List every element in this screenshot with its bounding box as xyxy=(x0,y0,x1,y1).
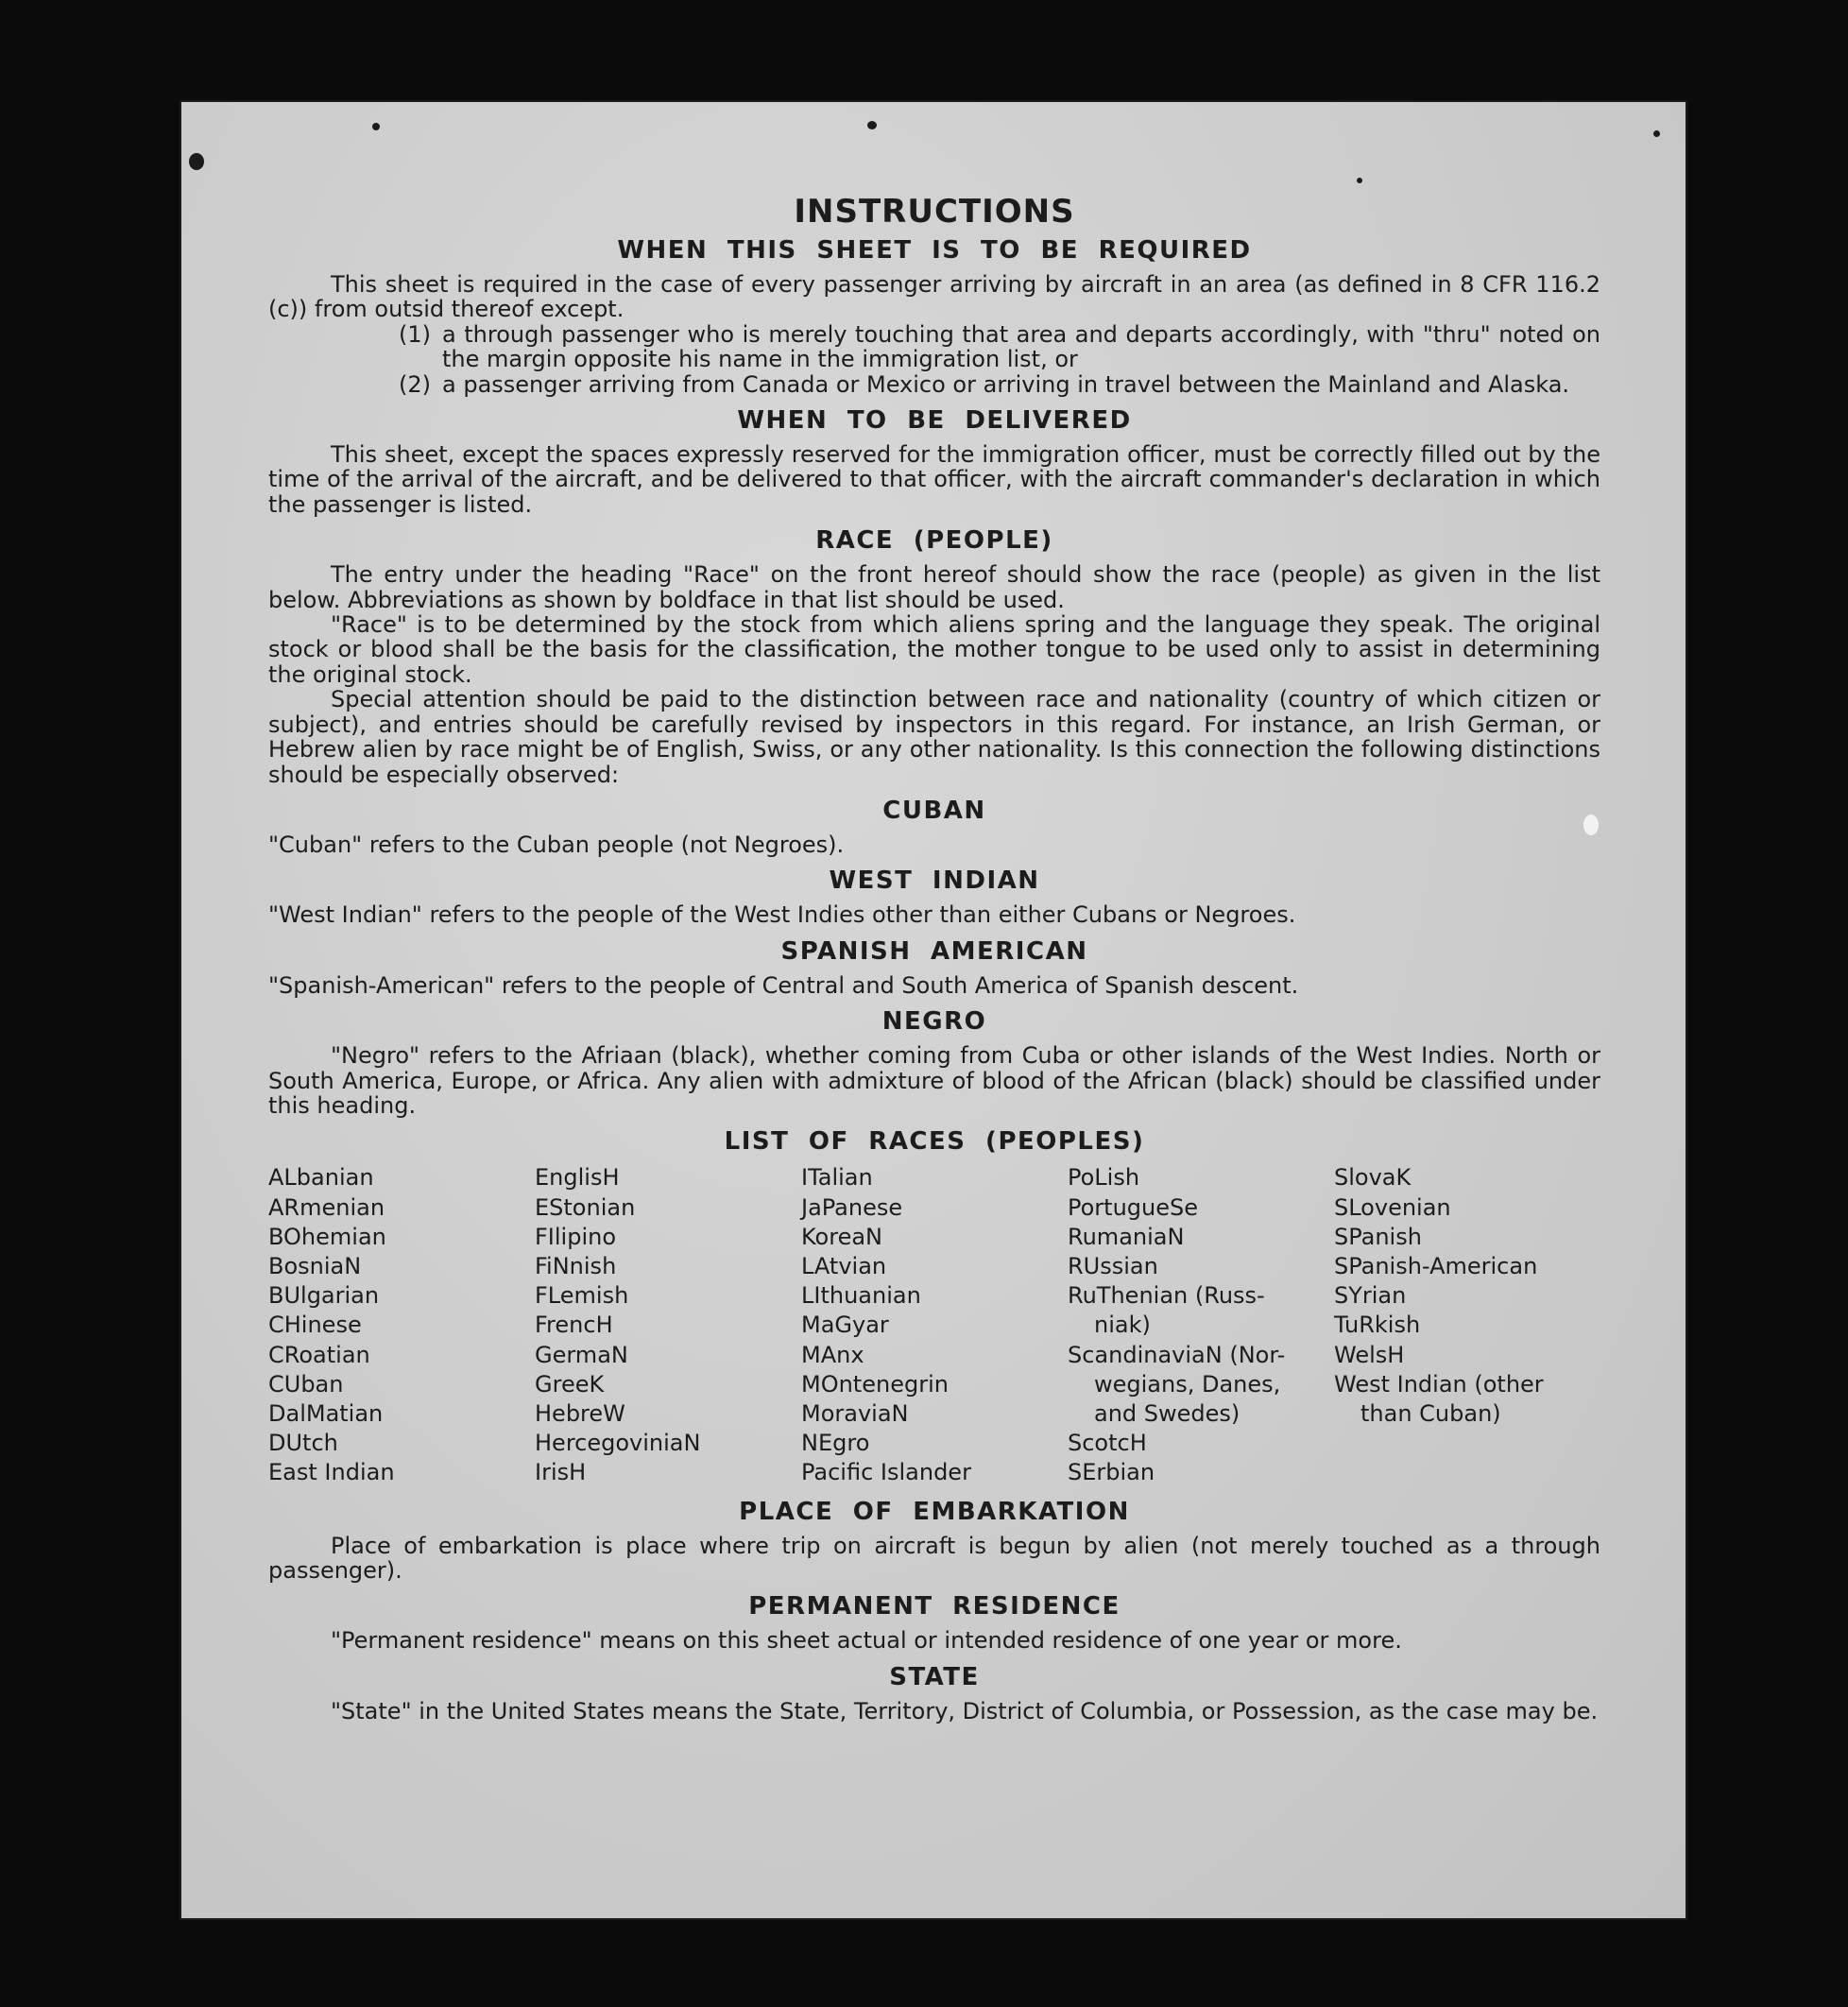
race-entry: PoLish xyxy=(1068,1164,1140,1192)
heading-spanish-american: SPANISH AMERICAN xyxy=(780,936,1088,966)
race-entry: EnglisH xyxy=(535,1164,620,1192)
ink-speck xyxy=(1357,178,1362,183)
race-entry: MoraviaN xyxy=(801,1399,909,1427)
race-entry: CHinese xyxy=(268,1312,362,1339)
negro-text: "Negro" refers to the Afriaan (black), whether coming from Cuba or other islands of the West Indies. North or South America, Europe, or Africa. Any alien with admixture of blood of the African (black) should be classified under this heading. xyxy=(268,1042,1600,1119)
race-entry: WelsH xyxy=(1334,1341,1405,1368)
race-entry: NEgro xyxy=(801,1430,870,1457)
exception-item-1 xyxy=(268,322,1600,372)
heading-when-required: WHEN THIS SHEET IS TO BE REQUIRED xyxy=(617,236,1252,265)
exception-item-2 xyxy=(268,372,1600,397)
race-entry: LAtvian xyxy=(801,1252,887,1279)
race-entry: EStonian xyxy=(535,1193,636,1221)
race-entry: FLemish xyxy=(535,1282,629,1310)
spanish-american-text: "Spanish-American" refers to the people of Central and South America of Spanish descent. xyxy=(268,971,1299,999)
race-entry: niak) xyxy=(1094,1312,1151,1339)
race-entry: ScandinaviaN (Nor- xyxy=(1068,1341,1286,1368)
race-entry: West Indian (other xyxy=(1334,1370,1544,1398)
heading-negro: NEGRO xyxy=(881,1007,987,1037)
race-entry: MAnx xyxy=(801,1341,864,1368)
race-entry: wegians, Danes, xyxy=(1094,1370,1281,1398)
exception-text: a through passenger who is merely touching that area and departs accordingly, with "thru" noted on the margin opposite his name in the immigration list, or xyxy=(442,320,1600,373)
exception-text: a passenger arriving from Canada or Mexico or arriving in travel between the Mainland and Alaska. xyxy=(442,370,1570,398)
race-entry: SPanish-American xyxy=(1334,1252,1538,1279)
race-entry: SYrian xyxy=(1334,1282,1407,1310)
required-intro: This sheet is required in the case of every passenger arriving by aircraft in an area (as defined in 8 CFR 116.2 (c)) from outsid thereof except. xyxy=(268,271,1600,323)
west-indian-text: "West Indian" refers to the people of the West Indies other than either Cubans or Negroes. xyxy=(268,901,1296,929)
race-entry: SlovaK xyxy=(1334,1164,1412,1192)
race-entry: Pacific Islander xyxy=(801,1459,971,1486)
exception-number: (1) xyxy=(399,320,431,348)
race-entry: DUtch xyxy=(268,1430,338,1457)
race-entry: PortugueSe xyxy=(1068,1193,1198,1221)
races-column-2 xyxy=(535,1163,801,1487)
heading-permanent-residence: PERMANENT RESIDENCE xyxy=(748,1592,1121,1621)
ink-speck xyxy=(189,153,204,170)
race-entry: CRoatian xyxy=(268,1341,370,1368)
race-entry: JaPanese xyxy=(801,1193,903,1221)
race-entry: SErbian xyxy=(1068,1459,1155,1486)
heading-west-indian: WEST INDIAN xyxy=(829,866,1040,896)
race-paragraph-1: The entry under the heading "Race" on the front hereof should show the race (people) as given in the list below. Abbreviations as shown by boldface in that list should be used. xyxy=(268,561,1600,613)
race-entry: RUssian xyxy=(1068,1252,1158,1279)
race-entry: FrencH xyxy=(535,1312,613,1339)
races-list xyxy=(268,1163,1600,1487)
ink-speck xyxy=(1653,130,1660,137)
races-column-5 xyxy=(1334,1163,1600,1487)
heading-cuban: CUBAN xyxy=(882,796,986,825)
exception-number: (2) xyxy=(399,370,431,398)
race-entry: BOhemian xyxy=(268,1223,386,1250)
race-paragraph-2: "Race" is to be determined by the stock from which aliens spring and the language they speak. The original stock or blood shall be the basis for the classification, the mother tongue to be used only to assist in determining the original stock. xyxy=(268,611,1600,688)
race-entry: ALbanian xyxy=(268,1164,374,1192)
instructions-content xyxy=(268,193,1600,1724)
race-paragraph-3: Special attention should be paid to the distinction between race and nationality (country of which citizen or subject), and entries should be carefully revised by inspectors in this regard. For instance, an Irish German, or Hebrew alien by race might be of English, Swiss, or any other nationality. Is this connection the following distinctions should be especially observed: xyxy=(268,686,1600,788)
race-entry: MaGyar xyxy=(801,1312,889,1339)
race-entry: RumaniaN xyxy=(1068,1223,1185,1250)
race-entry: GermaN xyxy=(535,1341,628,1368)
heading-state: STATE xyxy=(889,1662,980,1691)
race-entry: GreeK xyxy=(535,1370,605,1398)
race-entry: and Swedes) xyxy=(1094,1399,1241,1427)
race-entry: TuRkish xyxy=(1334,1312,1421,1339)
heading-when-delivered: WHEN TO BE DELIVERED xyxy=(737,406,1132,436)
state-text: "State" in the United States means the State, Territory, District of Columbia, or Possession, as the case may be. xyxy=(331,1697,1599,1724)
race-entry: ITalian xyxy=(801,1164,873,1192)
race-entry: East Indian xyxy=(268,1459,395,1486)
heading-list-of-races: LIST OF RACES (PEOPLES) xyxy=(724,1127,1145,1157)
cuban-text: "Cuban" refers to the Cuban people (not Negroes). xyxy=(268,831,845,858)
page-title: INSTRUCTIONS xyxy=(794,193,1075,231)
heading-embarkation: PLACE OF EMBARKATION xyxy=(739,1497,1130,1526)
race-entry: SLovenian xyxy=(1334,1193,1451,1221)
races-column-1 xyxy=(268,1163,535,1487)
race-entry: CUban xyxy=(268,1370,344,1398)
race-entry: LIthuanian xyxy=(801,1282,921,1310)
race-entry: BUlgarian xyxy=(268,1282,380,1310)
race-entry: SPanish xyxy=(1334,1223,1422,1250)
race-entry: HebreW xyxy=(535,1399,625,1427)
races-column-3 xyxy=(801,1163,1068,1487)
heading-race: RACE (PEOPLE) xyxy=(815,526,1053,556)
race-entry: DalMatian xyxy=(268,1399,384,1427)
race-entry: HercegoviniaN xyxy=(535,1430,701,1457)
race-entry: KoreaN xyxy=(801,1223,882,1250)
ink-speck xyxy=(867,121,877,129)
race-entry: RuThenian (Russ- xyxy=(1068,1282,1265,1310)
race-entry: than Cuban) xyxy=(1360,1399,1501,1427)
race-entry: ARmenian xyxy=(268,1193,385,1221)
ink-speck xyxy=(372,123,380,130)
race-entry: BosniaN xyxy=(268,1252,362,1279)
residence-text: "Permanent residence" means on this sheet actual or intended residence of one year or more. xyxy=(331,1627,1402,1655)
document-page xyxy=(181,102,1685,1918)
race-entry: IrisH xyxy=(535,1459,587,1486)
delivered-text: This sheet, except the spaces expressly reserved for the immigration officer, must be correctly filled out by the time of the arrival of the aircraft, and be delivered to that officer, with the aircraft commander's declaration in which the passenger is listed. xyxy=(268,441,1600,518)
race-entry: FiNnish xyxy=(535,1252,617,1279)
race-entry: MOntenegrin xyxy=(801,1370,949,1398)
embarkation-text: Place of embarkation is place where trip on aircraft is begun by alien (not merely touched as a through passenger). xyxy=(268,1532,1600,1584)
race-entry: FIlipino xyxy=(535,1223,617,1250)
races-column-4 xyxy=(1068,1163,1334,1487)
race-entry: ScotcH xyxy=(1068,1430,1147,1457)
